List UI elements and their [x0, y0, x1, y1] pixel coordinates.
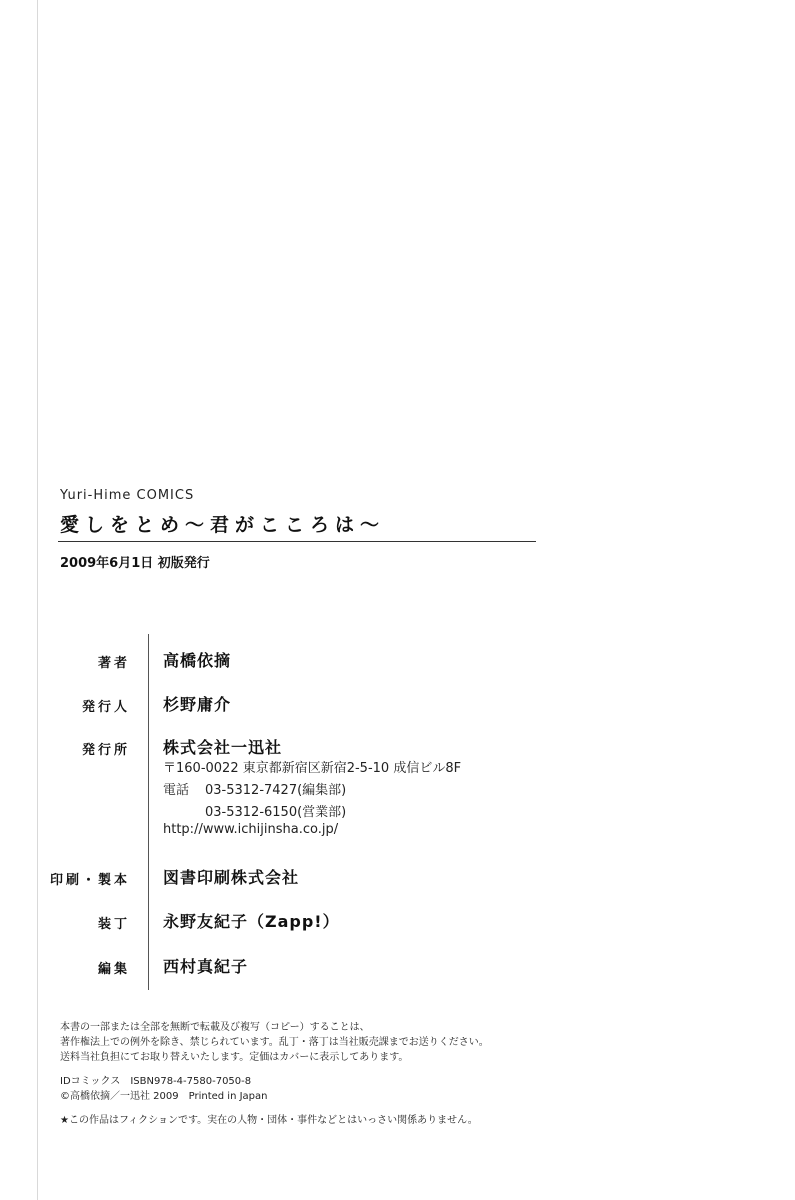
author-label: 著者	[97, 656, 130, 671]
phone-label: 電話	[163, 783, 190, 798]
phone-sales: 03-5312-6150(営業部)	[205, 805, 347, 820]
credits-divider	[148, 634, 149, 990]
isbn: IDコミックス ISBN978-4-7580-7050-8	[60, 1076, 252, 1087]
page-gutter-line	[37, 0, 38, 1200]
publisher-url[interactable]: http://www.ichijinsha.co.jp/	[163, 822, 339, 837]
publisher-person-label: 発行人	[81, 700, 130, 715]
notice-line-2: 著作権法上での例外を除き、禁じられています。乱丁・落丁は当社販売課までお送りください。	[60, 1037, 489, 1048]
publisher-address: 〒160-0022 東京都新宿区新宿2-5-10 成信ビル8F	[163, 761, 462, 776]
series-name: Yuri-Hime COMICS	[60, 488, 195, 503]
publisher-company: 株式会社一迅社	[163, 738, 283, 757]
notice-line-1: 本書の一部または全部を無断で転載及び複写（コピー）することは、	[60, 1022, 370, 1033]
copyright: ©高橋依摘／一迅社 2009 Printed in Japan	[60, 1091, 268, 1102]
publication-date: 2009年6月1日 初版発行	[60, 556, 210, 571]
editor-name: 西村真紀子	[163, 957, 249, 976]
printing-company: 図書印刷株式会社	[163, 868, 300, 887]
book-title: 愛しをとめ～君がこころは～	[60, 514, 386, 536]
notice-line-3: 送料当社負担にてお取り替えいたします。定価はカバーに表示してあります。	[60, 1052, 409, 1063]
phone-editorial: 03-5312-7427(編集部)	[205, 783, 347, 798]
design-label: 装丁	[97, 917, 130, 932]
printing-label: 印刷・製本	[49, 873, 130, 888]
title-underline	[58, 541, 536, 542]
author-name: 高橋依摘	[163, 651, 232, 670]
editor-label: 編集	[97, 962, 130, 977]
publisher-label: 発行所	[81, 743, 130, 758]
designer-name: 永野友紀子（Zapp!）	[163, 912, 340, 931]
publisher-person-name: 杉野庸介	[163, 695, 232, 714]
fiction-disclaimer: ★この作品はフィクションです。実在の人物・団体・事件などとはいっさい関係ありません。	[60, 1115, 478, 1126]
